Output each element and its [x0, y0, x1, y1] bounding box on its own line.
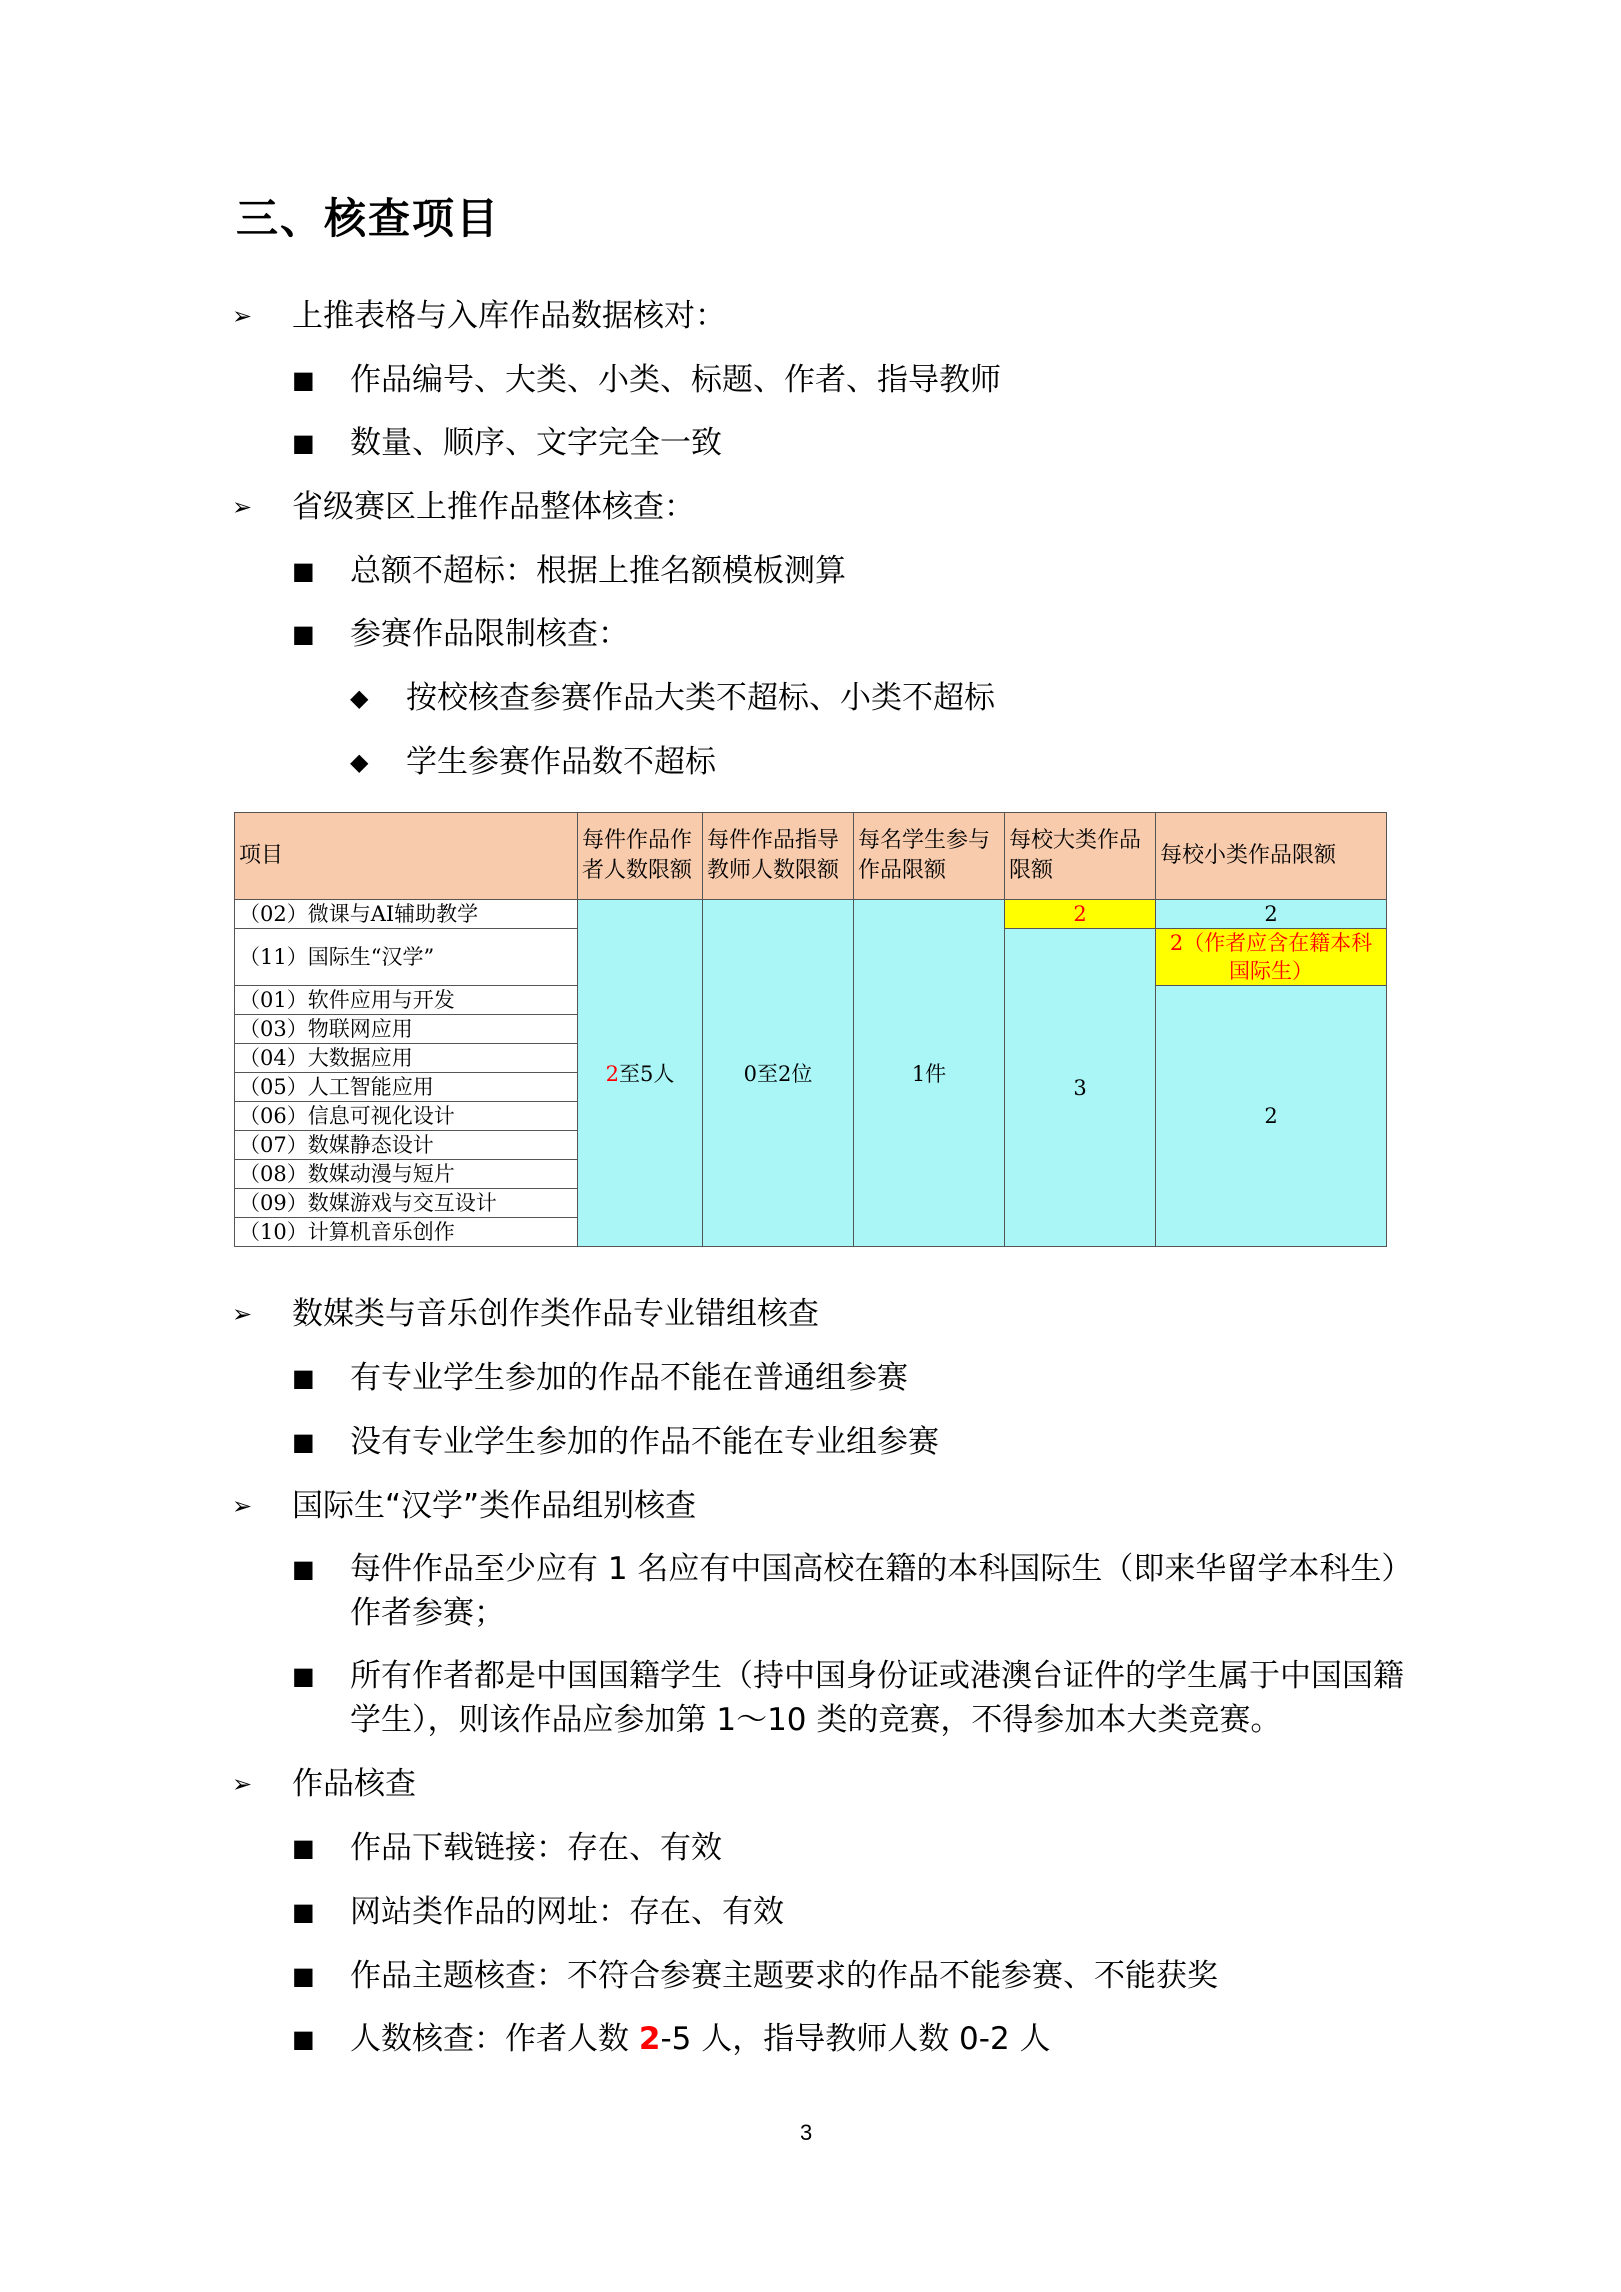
table-row-label: （04）大数据应用 [235, 1044, 578, 1073]
diamond-bullet-icon: ◆ [350, 684, 369, 712]
sub-bullet-item: 学生参赛作品数不超标 [406, 744, 716, 780]
table-row-label: （09）数媒游戏与交互设计 [235, 1189, 578, 1218]
header-student-limit: 每名学生参与作品限额 [854, 813, 1005, 900]
bullet-item: 作品编号、大类、小类、标题、作者、指导教师 [350, 362, 1001, 398]
header-teacher-limit: 每件作品指导教师人数限额 [703, 813, 854, 900]
table-row-label: （02）微课与AI辅助教学 [235, 900, 578, 929]
table-row-label: （07）数媒静态设计 [235, 1131, 578, 1160]
bullet-item: 人数核查：作者人数 2-5 人，指导教师人数 0-2 人 [350, 2021, 1051, 2057]
table-row-label: （08）数媒动漫与短片 [235, 1160, 578, 1189]
square-bullet-icon: ■ [292, 1555, 315, 1583]
minor-limit-rest: 2 [1156, 986, 1387, 1247]
table-row-label: （10）计算机音乐创作 [235, 1218, 578, 1247]
header-major-limit: 每校大类作品限额 [1005, 813, 1156, 900]
bullet-item: 参赛作品限制核查： [350, 616, 629, 652]
bullet-item: 没有专业学生参加的作品不能在专业组参赛 [350, 1424, 939, 1460]
bullet-item: 网站类作品的网址：存在、有效 [350, 1894, 784, 1930]
minor-limit-11: 2（作者应含在籍本科国际生） [1156, 929, 1387, 986]
sub-bullet-item: 按校核查参赛作品大类不超标、小类不超标 [406, 680, 995, 716]
bullet-item: 作品下载链接：存在、有效 [350, 1830, 722, 1866]
arrow-bullet-icon: ➢ [232, 302, 253, 330]
table-header-row [235, 813, 1387, 900]
table-row-label: （01）软件应用与开发 [235, 986, 578, 1015]
header-item: 项目 [235, 813, 578, 900]
square-bullet-icon: ■ [292, 1662, 315, 1690]
arrow-bullet-icon: ➢ [232, 1492, 253, 1520]
student-limit-cell: 1件 [854, 900, 1005, 1247]
bullet-title: 上推表格与入库作品数据核对： [292, 298, 726, 334]
square-bullet-icon: ■ [292, 1364, 315, 1392]
bullet-title: 国际生“汉学”类作品组别核查 [292, 1488, 697, 1524]
quota-table [234, 812, 1387, 1247]
square-bullet-icon: ■ [292, 2025, 315, 2053]
square-bullet-icon: ■ [292, 1962, 315, 1990]
diamond-bullet-icon: ◆ [350, 748, 369, 776]
teacher-limit-cell: 0至2位 [703, 900, 854, 1247]
header-author-limit: 每件作品作者人数限额 [578, 813, 703, 900]
square-bullet-icon: ■ [292, 557, 315, 585]
bullet-item: 作品主题核查：不符合参赛主题要求的作品不能参赛、不能获奖 [350, 1958, 1218, 1994]
square-bullet-icon: ■ [292, 1428, 315, 1456]
bullet-title: 作品核查 [292, 1766, 416, 1802]
table-row-label: （05）人工智能应用 [235, 1073, 578, 1102]
table-row-label: （11）国际生“汉学” [235, 929, 578, 986]
header-minor-limit: 每校小类作品限额 [1156, 813, 1387, 900]
arrow-bullet-icon: ➢ [232, 1770, 253, 1798]
page-number: 3 [800, 2120, 813, 2145]
bullet-item: 总额不超标：根据上推名额模板测算 [350, 553, 846, 589]
major-limit-rest: 3 [1005, 929, 1156, 1247]
minor-limit-02: 2 [1156, 900, 1387, 929]
bullet-item: 每件作品至少应有 1 名应有中国高校在籍的本科国际生（即来华留学本科生）作者参赛； [350, 1551, 1397, 1631]
major-limit-02: 2 [1005, 900, 1156, 929]
square-bullet-icon: ■ [292, 1834, 315, 1862]
arrow-bullet-icon: ➢ [232, 493, 253, 521]
table-row-label: （06）信息可视化设计 [235, 1102, 578, 1131]
square-bullet-icon: ■ [292, 366, 315, 394]
bullet-title: 省级赛区上推作品整体核查： [292, 489, 695, 525]
author-limit-cell: 2至5人 [578, 900, 703, 1247]
bullet-title: 数媒类与音乐创作类作品专业错组核查 [292, 1296, 819, 1332]
bullet-item: 所有作者都是中国国籍学生（持中国身份证或港澳台证件的学生属于中国国籍学生），则该作品应参加第 1～10 类的竞赛，不得参加本大类竞赛。 [350, 1658, 1404, 1738]
square-bullet-icon: ■ [292, 1898, 315, 1926]
square-bullet-icon: ■ [292, 429, 315, 457]
section-heading: 三、核查项目 [236, 194, 501, 243]
bullet-item: 有专业学生参加的作品不能在普通组参赛 [350, 1360, 908, 1396]
square-bullet-icon: ■ [292, 620, 315, 648]
bullet-item: 数量、顺序、文字完全一致 [350, 425, 722, 461]
arrow-bullet-icon: ➢ [232, 1300, 253, 1328]
table-row-label: （03）物联网应用 [235, 1015, 578, 1044]
